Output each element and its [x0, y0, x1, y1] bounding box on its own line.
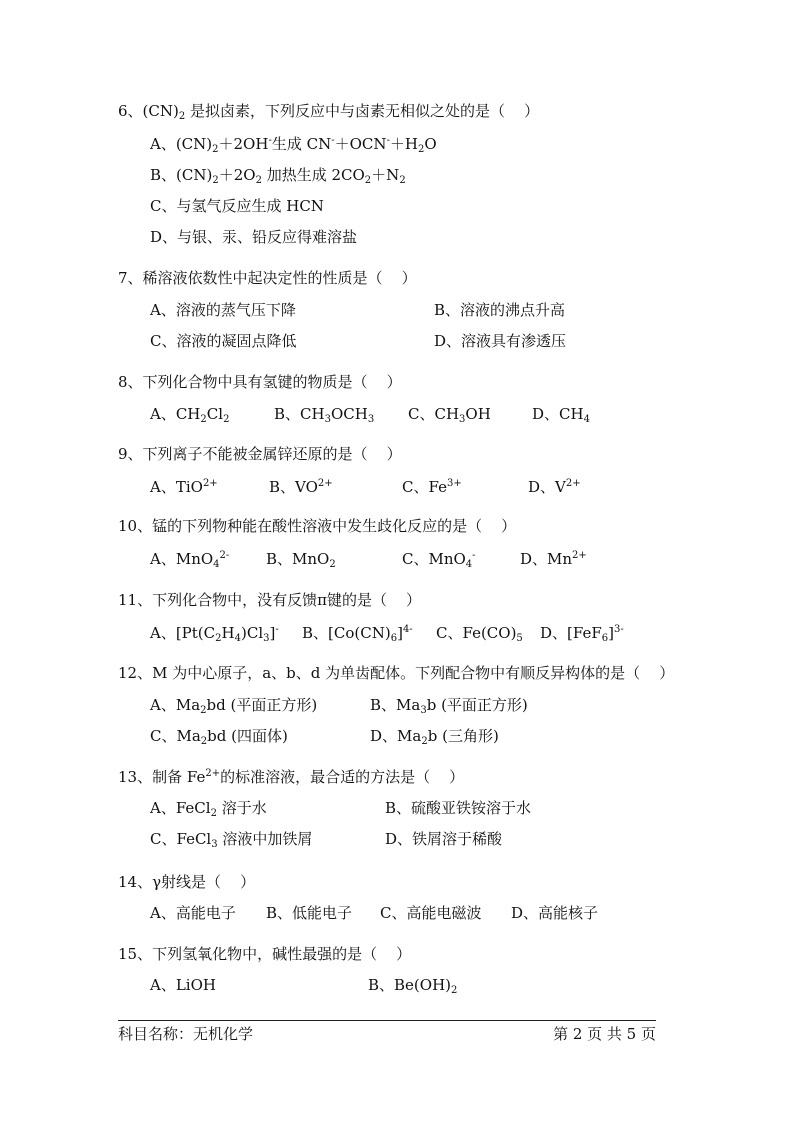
- footer-subject: 科目名称：无机化学: [118, 1025, 254, 1043]
- footer-divider: [118, 1020, 656, 1021]
- option-c: C、与氢气反应生成 HCN: [150, 197, 324, 215]
- option-d: D、铁屑溶于稀酸: [385, 830, 503, 848]
- option-a: A、$[Pt(C_2H_4)Cl_3]^-$: [150, 624, 279, 644]
- option-b: B、$Be(OH)_2$: [368, 976, 458, 996]
- option-c: C、溶液的凝固点降低: [150, 332, 297, 350]
- option-a: A、$Ma_2bd$ (平面正方形): [150, 696, 318, 716]
- option-a: A、$CH_2Cl_2$: [150, 405, 230, 425]
- option-b: B、$(CN)_2+2O_2$ 加热生成 $2CO_2+N_2$: [150, 166, 406, 186]
- option-c: C、高能电磁波: [380, 904, 482, 922]
- option-c: C、$Fe^{3+}$: [402, 478, 462, 496]
- option-d: D、$[FeF_6]^{3-}$: [540, 624, 624, 644]
- option-d: D、溶液具有渗透压: [434, 332, 567, 350]
- question-stem: 13、制备 $Fe^{2+}$的标准溶液，最合适的方法是（ ）: [118, 768, 465, 786]
- option-a: A、$(CN)_2+2OH^-$生成 $CN^-+OCN^-+H_2O$: [150, 135, 437, 155]
- option-b: B、$CH_3OCH_3$: [274, 405, 375, 425]
- option-d: D、$Ma_2b$ (三角形): [370, 727, 499, 747]
- option-d: D、与银、汞、铅反应得难溶盐: [150, 228, 358, 246]
- option-b: B、MnO$_2$: [266, 550, 336, 570]
- option-c: C、$CH_3OH$: [408, 405, 491, 425]
- question-stem: 10、锰的下列物种能在酸性溶液中发生歧化反应的是（ ）: [118, 517, 517, 535]
- option-c: C、$Ma_2bd$ (四面体): [150, 727, 288, 747]
- option-c: C、MnO$_4$-: [402, 550, 476, 570]
- question-stem: 12、M 为中心原子，a、b、d 为单齿配体。下列配合物中有顺反异构体的是（ ）: [118, 664, 675, 682]
- option-b: B、$VO^{2+}$: [269, 478, 333, 496]
- option-b: B、硫酸亚铁铵溶于水: [385, 799, 532, 817]
- option-b: B、$Ma_3b$ (平面正方形): [370, 696, 528, 716]
- option-a: A、LiOH: [150, 976, 216, 994]
- option-a: A、FeCl$_2$ 溶于水: [150, 799, 267, 819]
- question-stem: 14、γ射线是（ ）: [118, 873, 256, 891]
- option-c: C、FeCl$_3$ 溶液中加铁屑: [150, 830, 313, 850]
- option-d: D、高能核子: [511, 904, 599, 922]
- option-c: C、$Fe(CO)_5$: [436, 624, 523, 644]
- question-stem: 7、稀溶液依数性中起决定性的性质是（ ）: [118, 269, 417, 287]
- option-a: A、高能电子: [150, 904, 236, 922]
- question-stem: 8、下列化合物中具有氢键的物质是（ ）: [118, 373, 402, 391]
- option-b: B、溶液的沸点升高: [434, 301, 566, 319]
- question-stem: 9、下列离子不能被金属锌还原的是（ ）: [118, 445, 402, 463]
- option-b: B、$[Co(CN)_6]^{4-}$: [302, 624, 413, 644]
- question-stem: 15、下列氢氧化物中，碱性最强的是（ ）: [118, 945, 412, 963]
- question-stem: 11、下列化合物中，没有反馈π键的是（ ）: [118, 591, 422, 609]
- option-b: B、低能电子: [266, 904, 353, 922]
- option-d: D、$V^{2+}$: [528, 478, 581, 496]
- option-a: A、溶液的蒸气压下降: [150, 301, 296, 319]
- option-a: A、MnO$_4^{2-}$: [150, 550, 230, 570]
- question-stem: 6、$(CN)_2$ 是拟卤素，下列反应中与卤素无相似之处的是（ ）: [118, 102, 540, 122]
- option-d: D、$CH_4$: [532, 405, 590, 425]
- option-a: A、TiO$^{2+}$: [150, 478, 218, 496]
- footer-page-number: 第 2 页 共 5 页: [553, 1025, 656, 1043]
- option-d: D、$Mn^{2+}$: [520, 550, 587, 568]
